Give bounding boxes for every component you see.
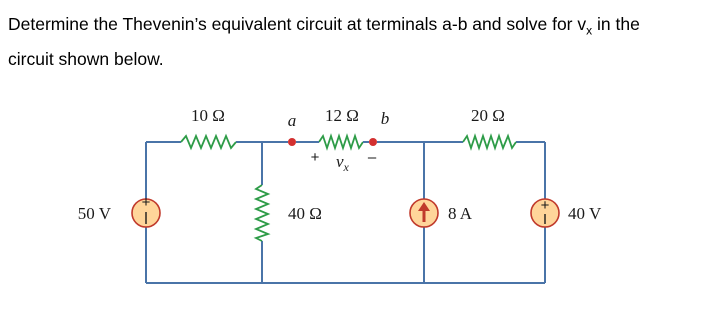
resistor-10-ohm [181, 136, 236, 148]
question-subscript: x [586, 23, 593, 38]
vx-label-sub: x [343, 160, 349, 174]
vx-plus-sign: + [310, 149, 320, 166]
question-line1: Determine the Thevenin’s equivalent circuit at terminals a-b and solve for v [8, 14, 587, 34]
label-8a: 8 A [448, 204, 473, 223]
resistor-12-ohm-zigzag [319, 136, 363, 148]
resistor-40-ohm [256, 185, 268, 241]
terminal-a-dot [288, 138, 296, 146]
resistor-40-ohm-zigzag [256, 185, 268, 241]
label-12-ohm: 12 Ω [325, 106, 359, 125]
source-50v-plus: + [141, 194, 151, 211]
terminal-a-label: a [287, 111, 297, 130]
source-40v-plus: + [540, 197, 550, 214]
label-20-ohm: 20 Ω [471, 106, 505, 125]
vx-label-v: v [336, 152, 344, 171]
resistor-20-ohm [463, 136, 516, 148]
current-source-8a [410, 199, 438, 227]
vx-label [336, 152, 350, 174]
label-40-ohm: 40 Ω [288, 204, 322, 223]
resistor-12-ohm [300, 136, 368, 148]
label-50v: 50 V [77, 204, 111, 223]
question-line1-end: in the [592, 14, 640, 34]
label-10-ohm: 10 Ω [191, 106, 225, 125]
resistor-20-ohm-zigzag [463, 136, 516, 148]
terminal-b-label: b [380, 109, 390, 128]
vx-minus-sign: – [367, 149, 377, 166]
voltage-source-50v [132, 194, 160, 227]
question-line2: circuit shown below. [8, 48, 164, 69]
voltage-source-40v [531, 197, 559, 227]
label-40v: 40 V [568, 204, 602, 223]
terminal-b-dot [369, 138, 377, 146]
resistor-10-ohm-zigzag [181, 136, 236, 148]
